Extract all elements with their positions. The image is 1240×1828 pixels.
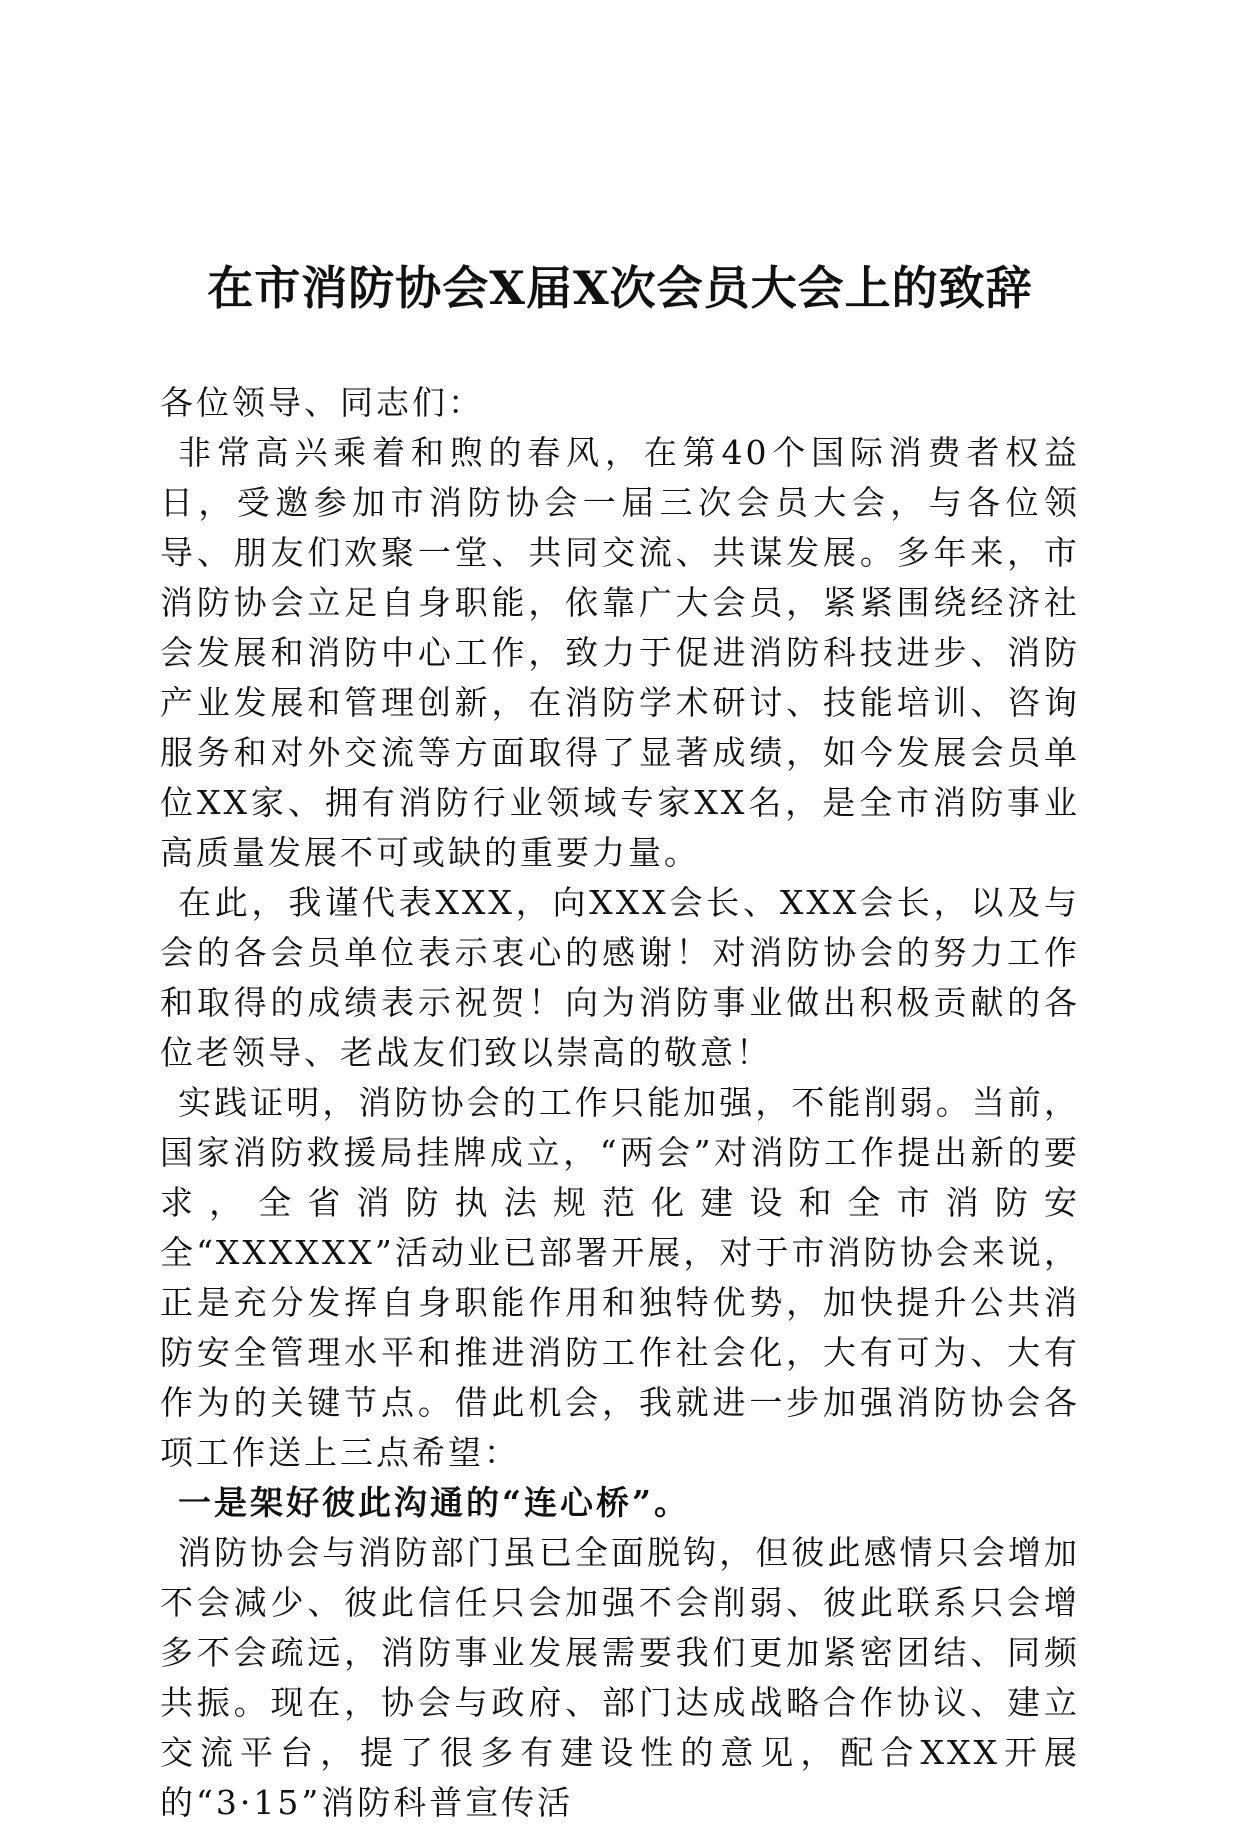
- document-body: [160, 378, 1080, 1828]
- paragraph-opening: 非常高兴乘着和煦的春风，在第40个国际消费者权益日，受邀参加市消防协会一届三次会员大会，与各位领导、朋友们欢聚一堂、共同交流、共谋发展。多年来，市消防协会立足自身职能，依靠广大会员，紧紧围绕经济社会发展和消防中心工作，致力于促进消防科技进步、消防产业发展和管理创新，在消防学术研讨、技能培训、咨询服务和对外交流等方面取得了显著成绩，如今发展会员单位XX家、拥有消防行业领域专家XX名，是全市消防事业高质量发展不可或缺的重要力量。: [160, 433, 1080, 872]
- paragraph-section-1: 消防协会与消防部门虽已全面脱钩，但彼此感情只会增加不会减少、彼此信任只会加强不会削弱、彼此联系只会增多不会疏远，消防事业发展需要我们更加紧密团结、同频共振。现在，协会与政府、部门达成战略合作协议、建立交流平台，提了很多有建设性的意见，配合XXX开展的“3·15”消防科普宣传活: [160, 1533, 1080, 1822]
- paragraph-thanks: 在此，我谨代表XXX，向XXX会长、XXX会长，以及与会的各会员单位表示衷心的感谢！对消防协会的努力工作和取得的成绩表示祝贺！向为消防事业做出积极贡献的各位老领导、老战友们致以崇高的敬意！: [160, 883, 1080, 1072]
- document-title: 在市消防协会X届X次会员大会上的致辞: [207, 261, 1033, 315]
- salutation: 各位领导、同志们：: [160, 383, 484, 422]
- paragraph-practice: 实践证明，消防协会的工作只能加强，不能削弱。当前，国家消防救援局挂牌成立，“两会”对消防工作提出新的要求，全省消防执法规范化建设和全市消防安全“XXXXXX”活动业已部署开展，对于市消防协会来说，正是充分发挥自身职能作用和独特优势，加快提升公共消防安全管理水平和推进消防工作社会化，大有可为、大有作为的关键节点。借此机会，我就进一步加强消防协会各项工作送上三点希望：: [160, 1083, 1080, 1472]
- section-heading-1: 一是架好彼此沟通的“连心桥”。: [178, 1483, 690, 1522]
